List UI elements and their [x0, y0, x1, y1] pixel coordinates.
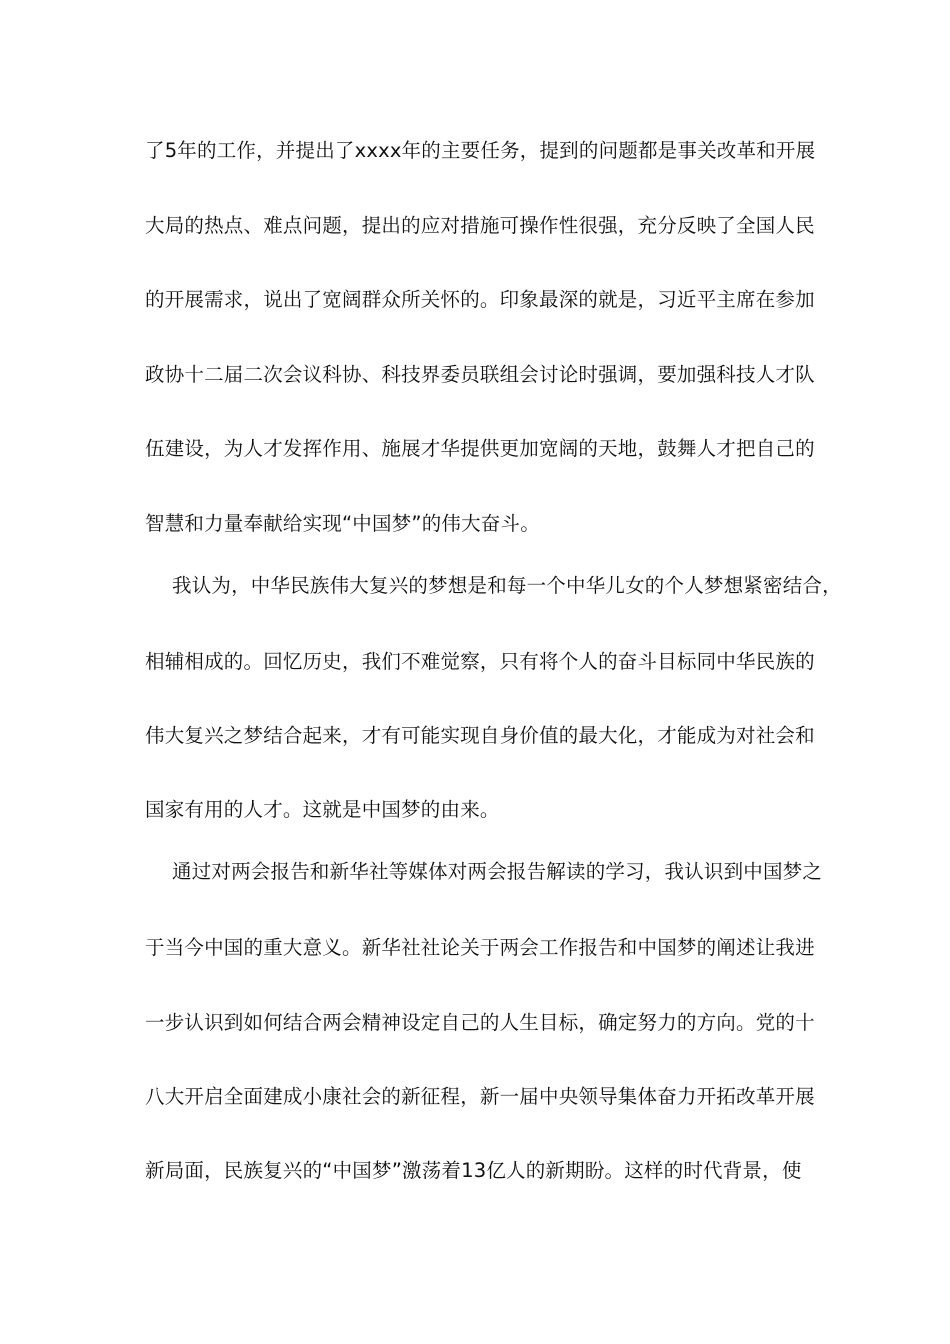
text-line: 于当今中国的重大意义。新华社社论关于两会工作报告和中国梦的阐述让我进 [145, 936, 815, 959]
paragraph-first-line: 我认为，中华民族伟大复兴的梦想是和每一个中华儿女的个人梦想紧密结合， [172, 574, 842, 597]
text-line: 的开展需求，说出了宽阔群众所关怀的。印象最深的就是，习近平主席在参加 [145, 288, 815, 311]
text-line: 一步认识到如何结合两会精神设定自己的人生目标，确定努力的方向。党的十 [145, 1011, 815, 1034]
text-line: 相辅相成的。回忆历史，我们不难觉察，只有将个人的奋斗目标同中华民族的 [145, 650, 815, 673]
text-line: 了5年的工作，并提出了xxxx年的主要任务，提到的问题都是事关改革和开展 [145, 139, 816, 162]
text-line: 八大开启全面建成小康社会的新征程，新一届中央领导集体奋力开拓改革开展 [145, 1085, 815, 1108]
text-line: 新局面，民族复兴的“中国梦”激荡着13亿人的新期盼。这样的时代背景，使 [145, 1159, 802, 1182]
text-line: 伍建设，为人才发挥作用、施展才华提供更加宽阔的天地，鼓舞人才把自己的 [145, 437, 815, 460]
text-line: 智慧和力量奉献给实现“中国梦”的伟大奋斗。 [145, 512, 540, 535]
text-line: 国家有用的人才。这就是中国梦的由来。 [145, 798, 500, 821]
text-line: 政协十二届二次会议科协、科技界委员联组会讨论时强调，要加强科技人才队 [145, 363, 815, 386]
text-line: 伟大复兴之梦结合起来，才有可能实现自身价值的最大化，才能成为对社会和 [145, 724, 815, 747]
paragraph-first-line: 通过对两会报告和新华社等媒体对两会报告解读的学习，我认识到中国梦之 [172, 860, 823, 883]
text-line: 大局的热点、难点问题，提出的应对措施可操作性很强，充分反映了全国人民 [145, 214, 815, 237]
